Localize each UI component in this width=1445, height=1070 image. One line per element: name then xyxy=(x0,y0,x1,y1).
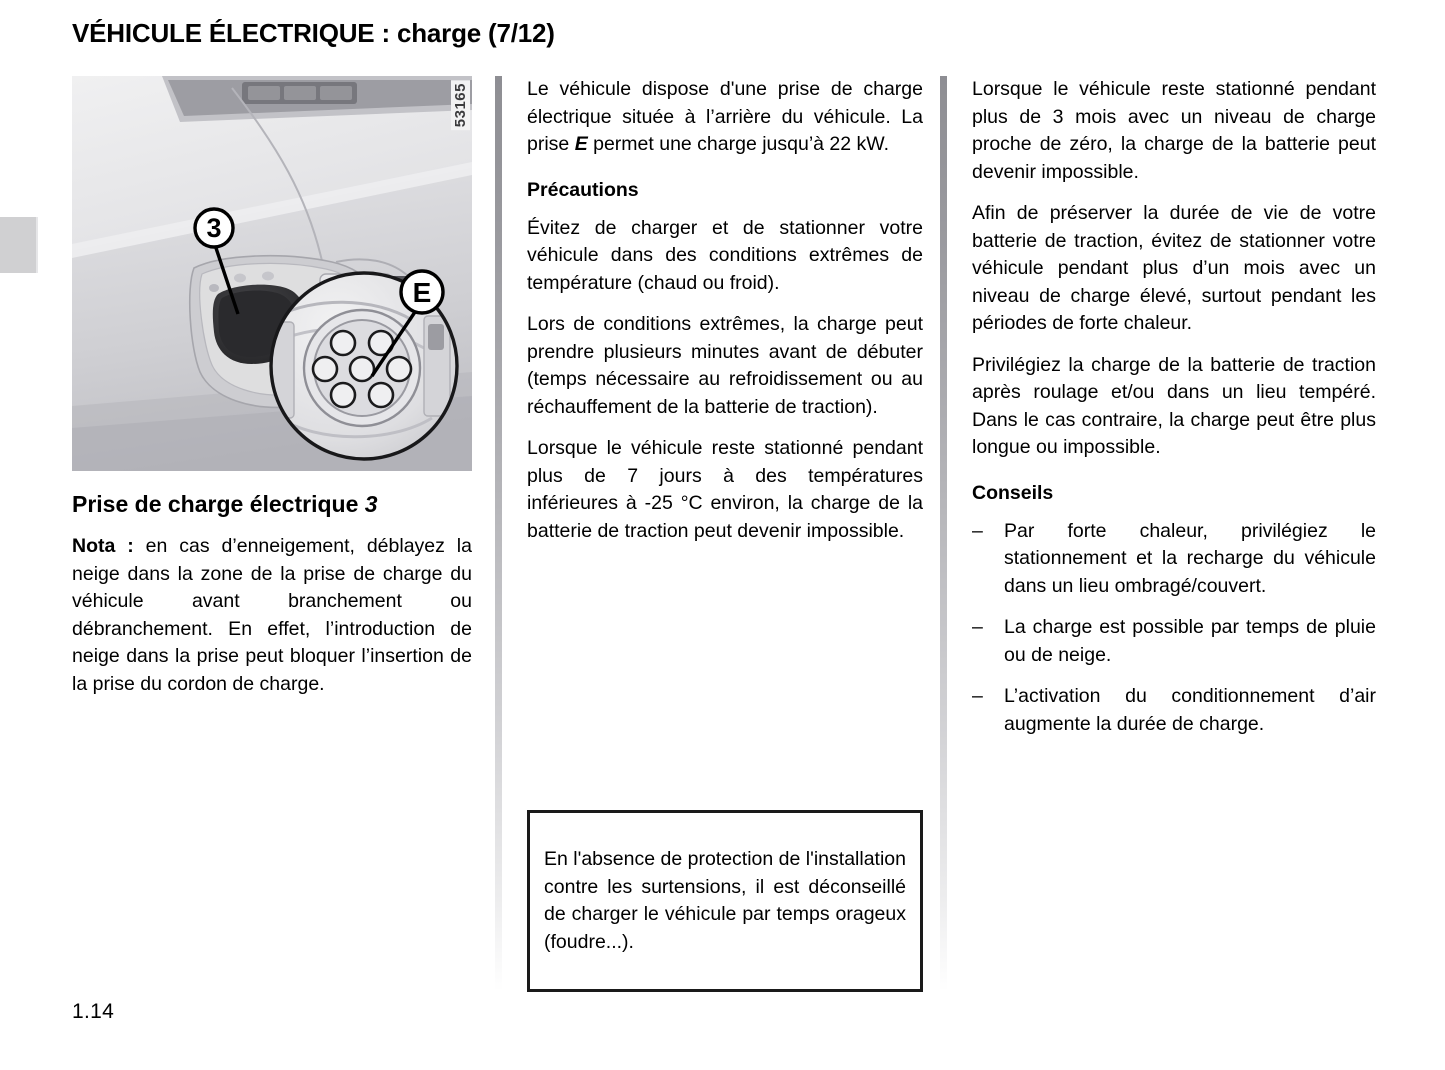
precautions-paragraph-1: Évitez de charger et de stationner votre véhicule dans des conditions extrêmes de température (chaud ou froid). xyxy=(527,216,923,294)
list-item-text: L’activation du conditionnement d’air augmente la durée de charge. xyxy=(1004,685,1376,735)
list-item-text: La charge est possible par temps de pluie ou de neige. xyxy=(1004,616,1376,666)
nota-body: en cas d’enneigement, déblayez la neige dans la zone de la prise de charge du véhicule avant branchement ou débranchement. En effet, l’introduction de neige dans la prise peut bloquer l’insertion de la prise du cordon de charge. xyxy=(72,535,472,695)
intro-paragraph xyxy=(527,76,923,159)
dash-bullet-icon: – xyxy=(972,616,983,638)
list-item xyxy=(972,683,1376,738)
charging-port-photo xyxy=(72,76,472,471)
dash-bullet-icon: – xyxy=(972,685,983,707)
warning-box xyxy=(527,810,923,992)
left-section-heading xyxy=(72,489,472,519)
warning-box-text: En l'absence de protection de l'installation contre les surtensions, il est déconseillé de charger le véhicule par temps orageux (foudre...). xyxy=(544,848,906,953)
figure-reference-number: 53165 xyxy=(451,80,470,130)
callout-E-label: E xyxy=(412,277,432,308)
column-divider-right xyxy=(940,76,947,991)
conseils-list xyxy=(972,518,1376,739)
page-title-text: VÉHICULE ÉLECTRIQUE : charge (7/12) xyxy=(72,18,555,48)
right-paragraph-2: Afin de préserver la durée de vie de votre batterie de traction, évitez de stationner votre véhicule pendant plus d’un mois avec un niveau de charge élevé, surtout pendant les périodes de forte chaleur. xyxy=(972,202,1376,334)
page-number: 1.14 xyxy=(72,1000,115,1023)
list-item xyxy=(972,518,1376,601)
right-column xyxy=(972,76,1376,738)
column-divider-left xyxy=(495,76,502,991)
callout-3-label: 3 xyxy=(206,213,222,243)
nota-paragraph xyxy=(72,533,472,698)
left-section-heading-text: Prise de charge électrique xyxy=(72,491,365,517)
conseils-heading: Conseils xyxy=(972,481,1054,504)
page-title xyxy=(72,18,555,49)
list-item-text: Par forte chaleur, privilégiez le stationnement et la recharge du véhicule dans un lieu ombragé/couvert. xyxy=(1004,519,1376,597)
precautions-heading: Précautions xyxy=(527,178,639,201)
list-item xyxy=(972,614,1376,669)
left-column xyxy=(72,76,472,698)
dash-bullet-icon: – xyxy=(972,519,983,542)
precautions-paragraph-2: Lors de conditions extrêmes, la charge peut prendre plusieurs minutes avant de débuter (temps nécessaire au refroidissement ou au réchauffement de la batterie de traction). xyxy=(527,313,923,418)
right-paragraph-1: Lorsque le véhicule reste stationné pendant plus de 3 mois avec un niveau de charge proche de zéro, la charge de la batterie peut devenir impossible. xyxy=(972,78,1376,183)
charging-port-illustration xyxy=(72,76,472,471)
left-section-heading-number: 3 xyxy=(364,491,378,517)
intro-part2: permet une charge jusqu’à 22 kW. xyxy=(587,133,890,155)
right-paragraph-3: Privilégiez la charge de la batterie de traction après roulage et/ou dans un lieu tempéré. Dans le cas contraire, la charge peut être plus longue ou impossible. xyxy=(972,353,1376,458)
nota-label: Nota : xyxy=(72,535,134,557)
intro-part1: Le véhicule dispose d'une prise de charge électrique située à l’arrière du véhicule. La prise xyxy=(527,78,923,155)
middle-column xyxy=(527,76,923,545)
chapter-thumb-tab xyxy=(0,217,38,273)
intro-emphasis-E: E xyxy=(574,133,588,155)
precautions-paragraph-3: Lorsque le véhicule reste stationné pendant plus de 7 jours à des températures inférieures à -25 °C environ, la charge de la batterie de traction peut devenir impossible. xyxy=(527,437,923,542)
